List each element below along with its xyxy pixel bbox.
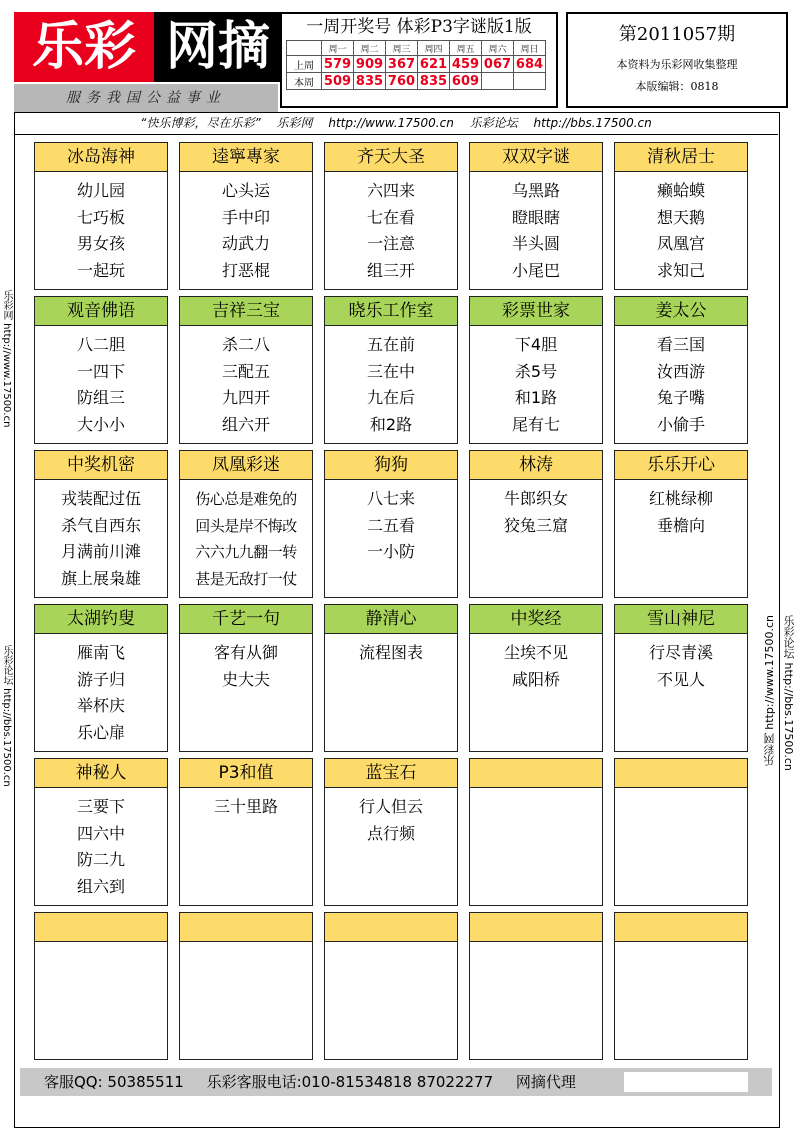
puzzle-line: 尘埃不见 [503, 643, 568, 662]
puzzle-line: 举杯庆 [76, 696, 125, 715]
logo-slogan: 服务我国公益事业 [14, 84, 278, 112]
puzzle-line: 组六开 [221, 414, 270, 434]
puzzle-card-body [470, 326, 602, 438]
tagline-site-url[interactable]: http://www.17500.cn [328, 116, 454, 130]
puzzle-card [614, 604, 748, 752]
puzzle-card-title: 彩票世家 [470, 297, 602, 326]
puzzle-line: 防组三 [76, 388, 125, 407]
puzzle-card [324, 142, 458, 290]
puzzle-card [179, 450, 313, 598]
puzzle-card-body [615, 326, 747, 438]
draw-number [482, 73, 514, 90]
puzzle-card [469, 142, 603, 290]
puzzle-line: 手中印 [221, 207, 270, 227]
side-text-right-forum: 乐彩论坛 http://bbs.17500.cn [782, 615, 795, 771]
puzzle-line: 狡兔三窟 [503, 515, 568, 535]
puzzle-card-title: 双双字谜 [470, 143, 602, 172]
logo-text-wangzhai: 网摘 [165, 17, 270, 77]
puzzle-line: 求知己 [656, 260, 705, 280]
puzzle-line: 一注意 [366, 234, 415, 253]
puzzle-line: 游子归 [76, 669, 125, 689]
puzzle-card-title: 千艺一句 [180, 605, 312, 634]
puzzle-line: 八二胆 [76, 335, 125, 354]
puzzle-line: 瞪眼瞎 [511, 207, 560, 227]
puzzle-line: 不见人 [656, 669, 705, 689]
puzzle-line: 下4胆 [514, 335, 558, 354]
puzzle-card-title: 林涛 [470, 451, 602, 480]
draw-number: 909 [354, 56, 386, 73]
puzzle-line: 杀二八 [221, 335, 270, 354]
side-text-left-forum: 乐彩论坛 http://bbs.17500.cn [1, 645, 12, 787]
puzzle-card-body [615, 480, 747, 539]
puzzle-card-body [35, 942, 167, 948]
draw-number: 609 [450, 73, 482, 90]
puzzle-card [469, 912, 603, 1060]
puzzle-line: 一起玩 [76, 260, 125, 280]
puzzle-card [179, 604, 313, 752]
puzzle-card-body [180, 788, 312, 821]
puzzle-line: 看三国 [656, 335, 705, 354]
tagline-slogan: “快乐博彩，尽在乐彩” [140, 116, 261, 130]
puzzle-line: 半头圆 [511, 234, 560, 253]
puzzle-card-body [325, 634, 457, 667]
tagline-bar [14, 112, 778, 135]
side-text-right-site: 乐彩网 http://www.17500.cn [763, 615, 776, 767]
draw-results-table [286, 40, 546, 90]
puzzle-line: 客有从御 [213, 643, 278, 662]
service-phone: 乐彩客服电话:010-81534818 87022277 [206, 1073, 494, 1091]
puzzle-line: 戎装配过伍 [60, 489, 141, 508]
puzzle-line: 红桃绿柳 [648, 489, 713, 508]
puzzle-card-title: 雪山神尼 [615, 605, 747, 634]
puzzle-card-body [180, 326, 312, 438]
tagline-forum-name: 乐彩论坛 [469, 116, 518, 130]
puzzle-card-title [325, 913, 457, 942]
puzzle-card [469, 758, 603, 906]
footer-bar [20, 1068, 772, 1096]
draw-number: 509 [322, 73, 354, 90]
puzzle-line: 回头是岸不悔改 [195, 516, 297, 535]
puzzle-line: 行人但云 [358, 797, 423, 816]
puzzle-line: 二五看 [366, 515, 415, 535]
puzzle-line: 旗上展枭雄 [60, 568, 141, 588]
draw-number: 835 [418, 73, 450, 90]
puzzle-line: 癞蛤蟆 [656, 181, 705, 200]
puzzle-line: 行尽青溪 [648, 643, 713, 662]
draw-number: 459 [450, 56, 482, 73]
draw-number: 760 [386, 73, 418, 90]
puzzle-card [469, 450, 603, 598]
puzzle-card [179, 758, 313, 906]
puzzle-card-title: 吉祥三宝 [180, 297, 312, 326]
puzzle-card-title [180, 913, 312, 942]
puzzle-line: 组六到 [76, 876, 125, 896]
puzzle-line: 牛郎织女 [503, 489, 568, 508]
puzzle-card-title [35, 913, 167, 942]
issue-note: 本资料为乐彩网收集整理 [616, 58, 738, 71]
puzzle-card-body [470, 480, 602, 539]
day-header: 周三 [386, 41, 418, 56]
puzzle-card-title: 凤凰彩迷 [180, 451, 312, 480]
puzzle-card-body [325, 942, 457, 948]
puzzle-card [34, 296, 168, 444]
puzzle-card [34, 142, 168, 290]
puzzle-card-body [35, 788, 167, 900]
draw-number: 621 [418, 56, 450, 73]
puzzle-card-body [615, 788, 747, 794]
row-label: 本周 [287, 73, 322, 90]
puzzle-line: 杀5号 [514, 361, 558, 381]
puzzle-card-body [470, 942, 602, 948]
puzzle-card [469, 604, 603, 752]
puzzle-line: 五在前 [366, 335, 415, 354]
puzzle-card-title: 观音佛语 [35, 297, 167, 326]
day-header: 周六 [482, 41, 514, 56]
puzzle-line: 七巧板 [76, 207, 125, 227]
puzzle-card-body [325, 480, 457, 566]
puzzle-line: 组三开 [366, 260, 415, 280]
day-header: 周二 [354, 41, 386, 56]
tagline-forum-url[interactable]: http://bbs.17500.cn [533, 116, 652, 130]
puzzle-line: 九在后 [366, 388, 415, 407]
puzzle-line: 甚是无敌打一仗 [195, 569, 297, 588]
puzzle-card-title: 齐天大圣 [325, 143, 457, 172]
draw-row-last-week [287, 56, 546, 73]
puzzle-line: 汝西游 [656, 361, 705, 381]
puzzle-card [34, 912, 168, 1060]
logo-text-lecai: 乐彩 [31, 17, 136, 77]
puzzle-line: 幼儿园 [76, 181, 125, 200]
draw-number [514, 73, 546, 90]
puzzle-card [324, 604, 458, 752]
puzzle-card-title: 乐乐开心 [615, 451, 747, 480]
puzzle-card [179, 912, 313, 1060]
puzzle-card-title: 冰岛海神 [35, 143, 167, 172]
puzzle-card-body [180, 172, 312, 284]
puzzle-card-body [325, 326, 457, 438]
puzzle-line: 九四开 [221, 388, 270, 407]
puzzle-line: 一四下 [76, 361, 125, 381]
puzzle-card [324, 758, 458, 906]
puzzle-card-title: 静清心 [325, 605, 457, 634]
puzzle-line: 月满前川滩 [60, 542, 141, 561]
agent-label: 网摘代理 [515, 1073, 576, 1091]
puzzle-card-body [180, 634, 312, 693]
puzzle-card [324, 296, 458, 444]
puzzle-card [179, 296, 313, 444]
puzzle-card-title: 清秋居士 [615, 143, 747, 172]
day-header: 周一 [322, 41, 354, 56]
puzzle-line: 心头运 [221, 181, 270, 200]
draw-results-title: 一周开奖号 体彩P3字谜版1版 [306, 17, 532, 37]
puzzle-line: 凤凰宫 [656, 234, 705, 253]
tagline-site-name: 乐彩网 [276, 116, 313, 130]
puzzle-card-title: 中奖机密 [35, 451, 167, 480]
puzzle-line: 三配五 [221, 361, 270, 381]
puzzle-line: 四六中 [76, 823, 125, 843]
puzzle-card-title [615, 759, 747, 788]
issue-editor: 本版编辑：0818 [635, 80, 719, 93]
puzzle-card-body [35, 480, 167, 592]
puzzle-line: 打恶棍 [221, 260, 270, 280]
corner-cell [287, 41, 322, 56]
puzzle-card [614, 758, 748, 906]
draw-row-this-week [287, 73, 546, 90]
puzzle-line: 乌黑路 [511, 181, 560, 200]
puzzle-card [614, 142, 748, 290]
puzzle-line: 垂檐向 [656, 515, 705, 535]
puzzle-card-title: 中奖经 [470, 605, 602, 634]
puzzle-line: 流程图表 [358, 643, 423, 662]
footer-text [44, 1068, 594, 1096]
puzzle-line: 和1路 [514, 388, 558, 407]
puzzle-line: 尾有七 [511, 414, 560, 434]
puzzle-line: 七在看 [366, 207, 415, 227]
puzzle-card-body [35, 172, 167, 284]
puzzle-card-body [325, 172, 457, 284]
puzzle-card-title [615, 913, 747, 942]
puzzle-line: 八七来 [366, 489, 415, 508]
puzzle-line: 和2路 [369, 414, 413, 434]
puzzle-card-body [180, 942, 312, 948]
puzzle-card-body [615, 942, 747, 948]
puzzle-card [34, 450, 168, 598]
draw-days-row [287, 41, 546, 56]
puzzle-line: 史大夫 [221, 669, 270, 689]
puzzle-card-body [180, 480, 312, 592]
puzzle-card-title: 蓝宝石 [325, 759, 457, 788]
day-header: 周五 [450, 41, 482, 56]
puzzle-card-body [615, 172, 747, 284]
puzzle-line: 雁南飞 [76, 643, 125, 662]
puzzle-card-title: 姜太公 [615, 297, 747, 326]
issue-number: 第2011057期 [618, 24, 736, 45]
draw-results-box [280, 12, 558, 108]
puzzle-line: 小尾巴 [511, 260, 560, 280]
puzzle-card [469, 296, 603, 444]
puzzle-card-title: 神秘人 [35, 759, 167, 788]
puzzle-card-title [470, 913, 602, 942]
puzzle-line: 大小小 [76, 414, 125, 434]
puzzle-card-body [325, 788, 457, 847]
puzzle-line: 三要下 [76, 797, 125, 816]
draw-number: 579 [322, 56, 354, 73]
puzzle-card-title: P3和值 [180, 759, 312, 788]
day-header: 周日 [514, 41, 546, 56]
row-label: 上周 [287, 56, 322, 73]
draw-number: 684 [514, 56, 546, 73]
puzzle-line: 六六九九翻一转 [195, 543, 297, 561]
puzzle-line: 防二九 [76, 850, 125, 869]
logo [14, 12, 274, 106]
service-qq: 客服QQ: 50385511 [44, 1073, 184, 1091]
puzzle-line: 动武力 [221, 234, 270, 253]
puzzle-line: 一小防 [366, 542, 415, 561]
puzzle-line: 点行频 [366, 823, 415, 843]
puzzle-card-body [470, 634, 602, 693]
puzzle-line: 三十里路 [213, 797, 278, 816]
issue-box [566, 12, 788, 108]
puzzle-card [614, 450, 748, 598]
puzzle-line: 三在中 [366, 361, 415, 381]
puzzle-line: 兔子嘴 [656, 388, 705, 407]
puzzle-card [614, 912, 748, 1060]
puzzle-card-title: 逵寧專家 [180, 143, 312, 172]
side-text-left-site: 乐彩网 http://www.17500.cn [1, 290, 12, 428]
puzzle-card [614, 296, 748, 444]
puzzle-line: 六四来 [366, 181, 415, 200]
puzzle-line: 想天鹅 [656, 207, 705, 227]
puzzle-card-body [470, 788, 602, 794]
puzzle-card-body [615, 634, 747, 693]
puzzle-line: 乐心扉 [76, 722, 125, 742]
puzzle-card-title: 晓乐工作室 [325, 297, 457, 326]
puzzle-card [324, 912, 458, 1060]
puzzle-card-body [35, 634, 167, 746]
puzzle-card-title [470, 759, 602, 788]
agent-blank-field [624, 1072, 748, 1092]
puzzle-card-title: 太湖钓叟 [35, 605, 167, 634]
puzzle-line: 男女孩 [76, 234, 125, 253]
puzzle-card [324, 450, 458, 598]
puzzle-line: 咸阳桥 [511, 669, 560, 689]
puzzle-card [34, 604, 168, 752]
puzzle-line: 伤心总是难免的 [195, 490, 297, 508]
puzzle-line: 小偷手 [656, 414, 705, 434]
draw-number: 067 [482, 56, 514, 73]
puzzle-card-body [35, 326, 167, 438]
puzzle-line: 杀气自西东 [60, 515, 141, 535]
puzzle-card-title: 狗狗 [325, 451, 457, 480]
puzzle-card [34, 758, 168, 906]
puzzle-card-body [470, 172, 602, 284]
puzzle-card [179, 142, 313, 290]
day-header: 周四 [418, 41, 450, 56]
draw-number: 367 [386, 56, 418, 73]
draw-number: 835 [354, 73, 386, 90]
